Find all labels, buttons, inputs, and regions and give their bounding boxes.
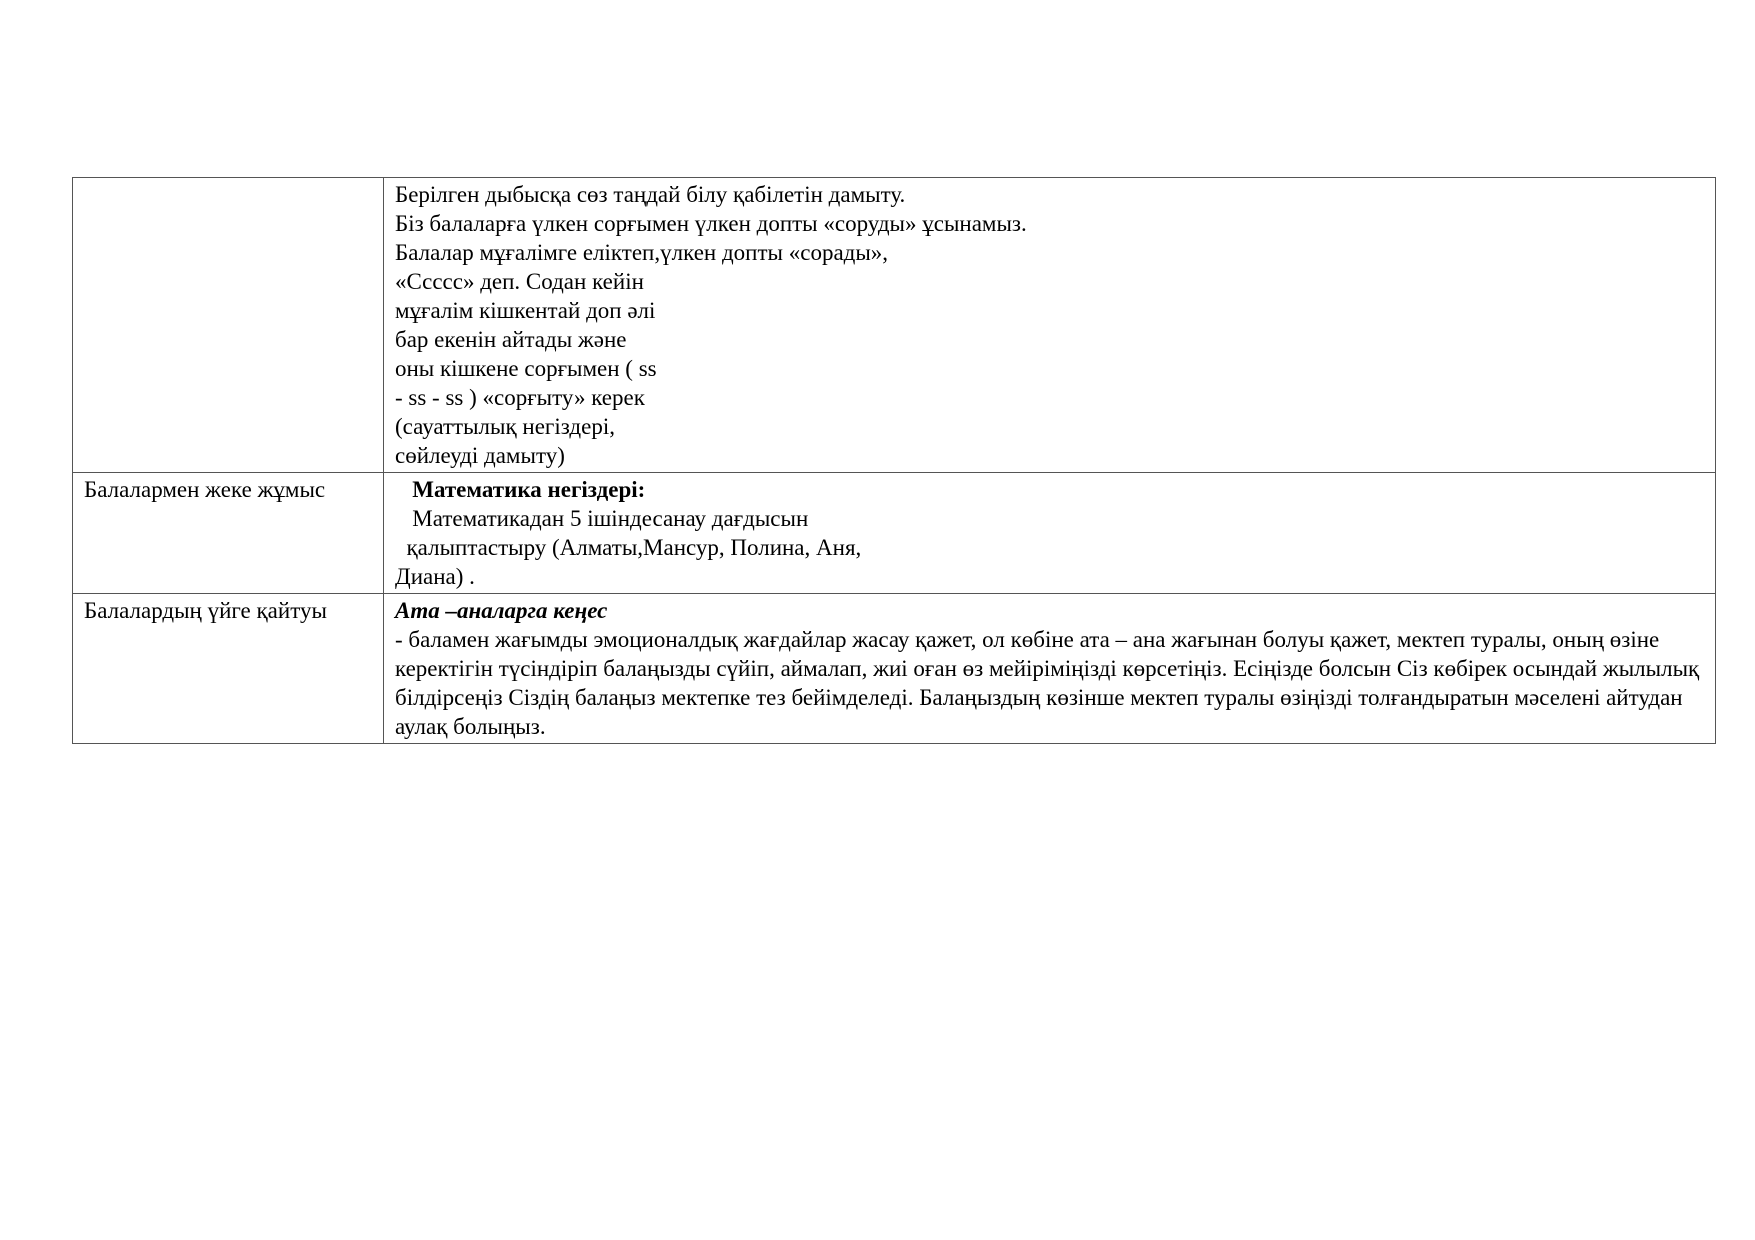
content-line: Біз балаларға үлкен сорғымен үлкен допты «соруды» ұсынамыз. <box>395 211 1027 236</box>
content-line: қалыптастыру (Алматы,Мансур, Полина, Аня, <box>395 535 862 560</box>
table-row <box>73 178 1716 473</box>
row-label-cell <box>73 473 384 594</box>
content-line: Берілген дыбысқа сөз таңдай білу қабілетін дамыту. <box>395 182 906 207</box>
table-row <box>73 473 1716 594</box>
row-label-cell <box>73 594 384 744</box>
row-content-cell <box>384 594 1716 744</box>
content-line: Математикадан 5 ішіндесанау дағдысын <box>395 506 809 531</box>
section-heading: Ата –аналарга кеңес <box>395 598 608 623</box>
content-line: Балалар мұғалімге еліктеп,үлкен допты «сорады», <box>395 240 889 265</box>
content-line: мұғалім кішкентай доп әлі <box>395 298 656 323</box>
row-label: Балалардың үйге қайтуы <box>84 598 327 623</box>
row-label: Балалармен жеке жұмыс <box>84 477 326 502</box>
table-row <box>73 594 1716 744</box>
content-line: (сауаттылық негіздері, <box>395 414 615 439</box>
row-content-cell <box>384 178 1716 473</box>
section-heading: Математика негіздері: <box>395 477 646 502</box>
row-content-cell <box>384 473 1716 594</box>
content-line: бар екенін айтады және <box>395 327 627 352</box>
advice-paragraph: - баламен жағымды эмоционалдық жағдайлар жасау қажет, ол көбіне ата – ана жағынан болуы қажет, мектеп туралы, оның өзіне керектігін түсіндіріп балаңызды сүйіп, аймалап, жиі оған өз мейіріміңізді көрсетіңіз. Есіңізде болсын Сіз көбірек осындай жылылық білдірсеңіз Сіздің балаңыз мектепке тез бейімделеді. Балаңыздың көзінше мектеп туралы өзіңізді толғандыратын мәселені айтудан аулақ болыңыз. <box>395 627 1700 739</box>
content-line: сөйлеуді дамыту) <box>395 443 565 468</box>
content-line: оны кішкене сорғымен ( ss <box>395 356 657 381</box>
row-label-cell <box>73 178 384 473</box>
content-line: Диана) . <box>395 564 475 589</box>
content-line: «Ссссс» деп. Содан кейін <box>395 269 644 294</box>
content-line: - ss - ss ) «сорғыту» керек <box>395 385 645 410</box>
daily-plan-table <box>72 177 1716 744</box>
